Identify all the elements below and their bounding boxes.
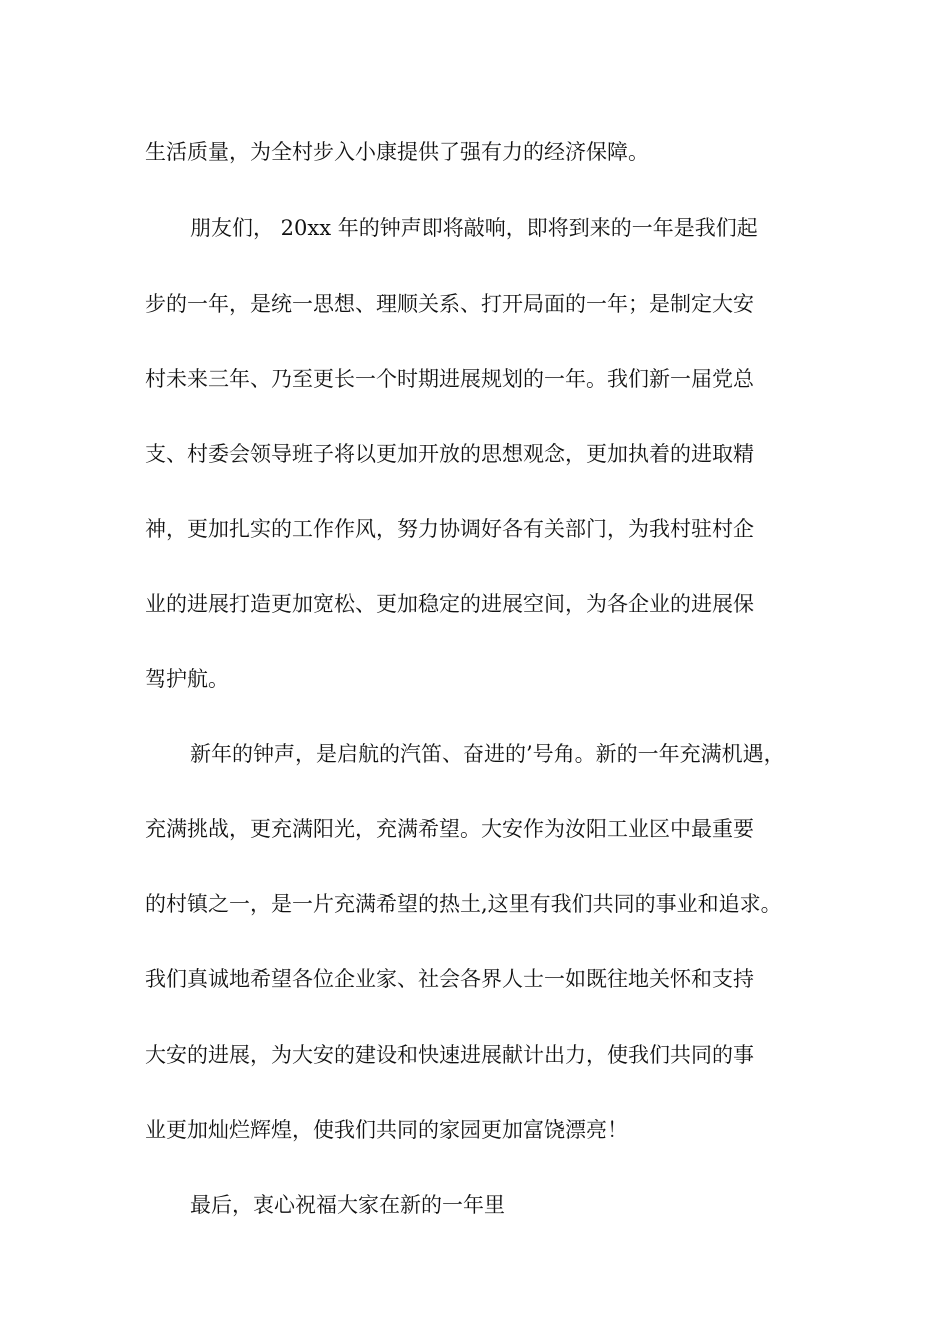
text-line: 大安的进展，为大安的建设和快速进展献计出力，使我们共同的事 xyxy=(145,1043,754,1067)
text-line: 我们真诚地希望各位企业家、社会各界人士一如既往地关怀和支持 xyxy=(145,967,754,991)
text-line: 业更加灿烂辉煌，使我们共同的家园更加富饶漂亮！ xyxy=(145,1118,628,1142)
text-line: 业的进展打造更加宽松、更加稳定的进展空间，为各企业的进展保 xyxy=(145,592,754,616)
text-line: 支、村委会领导班子将以更加开放的思想观念，更加执着的进取精 xyxy=(145,442,754,466)
text-line: 的村镇之一，是一片充满希望的热土,这里有我们共同的事业和追求。 xyxy=(145,892,782,916)
text-line: 村未来三年、乃至更长一个时期进展规划的一年。我们新一届党总 xyxy=(145,367,754,391)
paragraph-first-line: 朋友们， 20xx 年的钟声即将敲响，即将到来的一年是我们起 xyxy=(190,216,758,240)
text-line: 驾护航。 xyxy=(145,667,229,691)
text-line: 充满挑战，更充满阳光，充满希望。大安作为汝阳工业区中最重要 xyxy=(145,817,754,841)
text-line: 步的一年，是统一思想、理顺关系、打开局面的一年；是制定大安 xyxy=(145,292,754,316)
paragraph-first-line: 最后，衷心祝福大家在新的一年里 xyxy=(190,1193,505,1217)
text-line: 生活质量，为全村步入小康提供了强有力的经济保障。 xyxy=(145,140,649,164)
paragraph-first-line: 新年的钟声，是启航的汽笛、奋进的’号角。新的一年充满机遇， xyxy=(190,742,785,766)
text-line: 神，更加扎实的工作作风，努力协调好各有关部门，为我村驻村企 xyxy=(145,517,754,541)
